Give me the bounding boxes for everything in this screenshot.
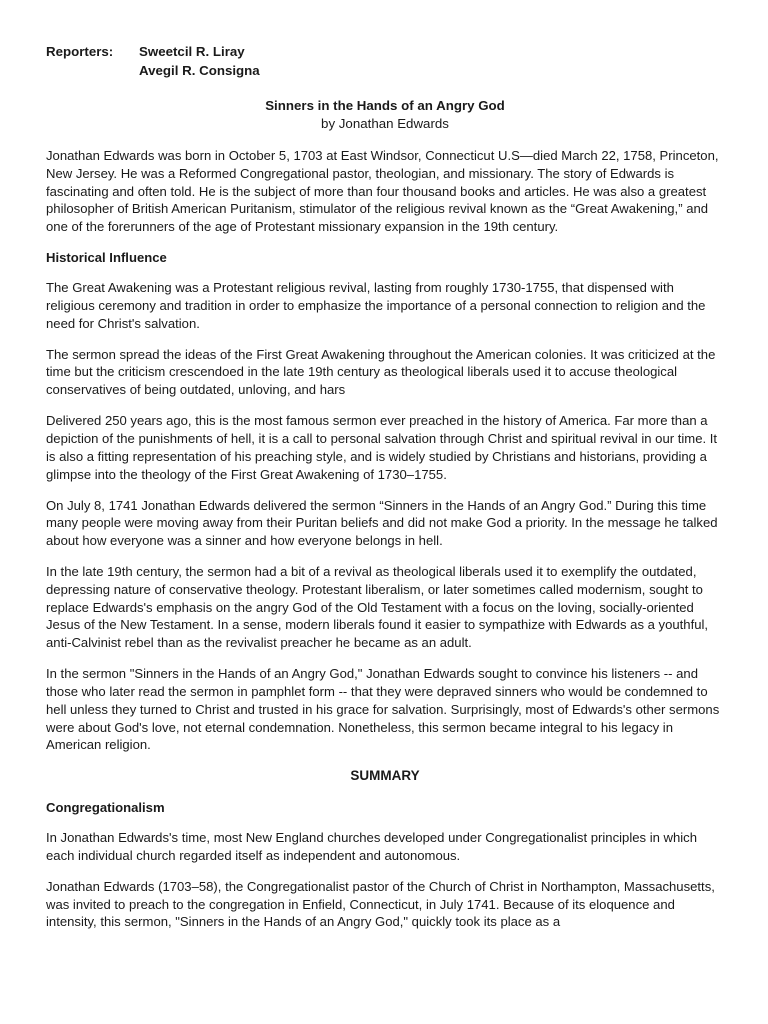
congregationalism-heading: Congregationalism <box>46 800 165 816</box>
reporters-label: Reporters: <box>46 44 114 59</box>
reporter-name: Avegil R. Consigna <box>139 63 260 78</box>
historical-paragraph: The sermon spread the ideas of the First Great Awakening throughout the American colonies. It was criticized at the time but the criticism crescendoed in the late 19th century as theological liberals used it to accuse theological conservatives of being outdated, unloving, and hars <box>46 346 716 398</box>
title-block <box>46 97 724 133</box>
summary-heading: SUMMARY <box>350 768 420 784</box>
summary-paragraph: Jonathan Edwards (1703–58), the Congregationalist pastor of the Church of Christ in Northampton, Massachusetts, was invited to preach to the congregation in Enfield, Connecticut, in July 1741. Because of its eloquence and intensity, this sermon, "Sinners in the Hands of an Angry God," quickly took its place as a <box>46 878 715 930</box>
reporters-block <box>46 42 724 80</box>
historical-paragraph: Delivered 250 years ago, this is the most famous sermon ever preached in the history of America. Far more than a depiction of the punishments of hell, it is a call to personal salvation through Christ and spiritual revival in our time. It is also a fitting representation of his preaching style, and is widely studied by Christians and historians, providing a glimpse into the theology of the First Great Awakening of 1730–1755. <box>46 413 718 482</box>
historical-paragraph: In the late 19th century, the sermon had a bit of a revival as theological liberals used it to exemplify the outdated, depressing nature of conservative theology. Protestant liberalism, or later sometimes called modernism, sought to replace Edwards's emphasis on the angry God of the Old Testament with a focus on the loving, socially-oriented Jesus of the New Testament. In a sense, modern liberals found it easier to sympathize with Edwards as a youthful, anti-Calvinist rebel than as the revivalist preacher he became as an adult. <box>46 564 709 651</box>
historical-influence-heading: Historical Influence <box>46 250 167 266</box>
reporter-name: Sweetcil R. Liray <box>139 44 245 59</box>
document-author: by Jonathan Edwards <box>321 116 449 131</box>
intro-paragraph: Jonathan Edwards was born in October 5, 1703 at East Windsor, Connecticut U.S—died March 22, 1758, Princeton, New Jersey. He was a Reformed Congregational pastor, theologian, and missionary. The story of Edwards is fascinating and often told. He is the subject of more than four thousand books and articles. He was also a greatest philosopher of British American Puritanism, stimulator of the religious revival known as the “Great Awakening,” and one of the forerunners of the age of Protestant missionary expansion in the 19th century. <box>46 148 719 235</box>
document-page <box>46 42 724 944</box>
historical-paragraph: In the sermon "Sinners in the Hands of an Angry God," Jonathan Edwards sought to convince his listeners -- and those who later read the sermon in pamphlet form -- that they were depraved sinners who would be condemned to hell unless they turned to Christ and trusted in his grace for salvation. Surprisingly, most of Edwards's other sermons were about God's love, not eternal condemnation. Nonetheless, this sermon became integral to his legacy in American religion. <box>46 666 720 753</box>
reporters-names <box>139 42 260 80</box>
document-title: Sinners in the Hands of an Angry God <box>265 98 505 113</box>
historical-paragraph: On July 8, 1741 Jonathan Edwards delivered the sermon “Sinners in the Hands of an Angry God.” During this time many people were moving away from their Puritan beliefs and did not make God a priority. In the message he talked about how everyone was a sinner and how everyone belongs in hell. <box>46 497 718 549</box>
summary-paragraph: In Jonathan Edwards's time, most New England churches developed under Congregationalist principles in which each individual church regarded itself as independent and autonomous. <box>46 830 698 863</box>
historical-paragraph: The Great Awakening was a Protestant religious revival, lasting from roughly 1730-1755, that dispensed with religious ceremony and tradition in order to emphasize the importance of a personal connection to religion and the need for Christ's salvation. <box>46 279 706 331</box>
